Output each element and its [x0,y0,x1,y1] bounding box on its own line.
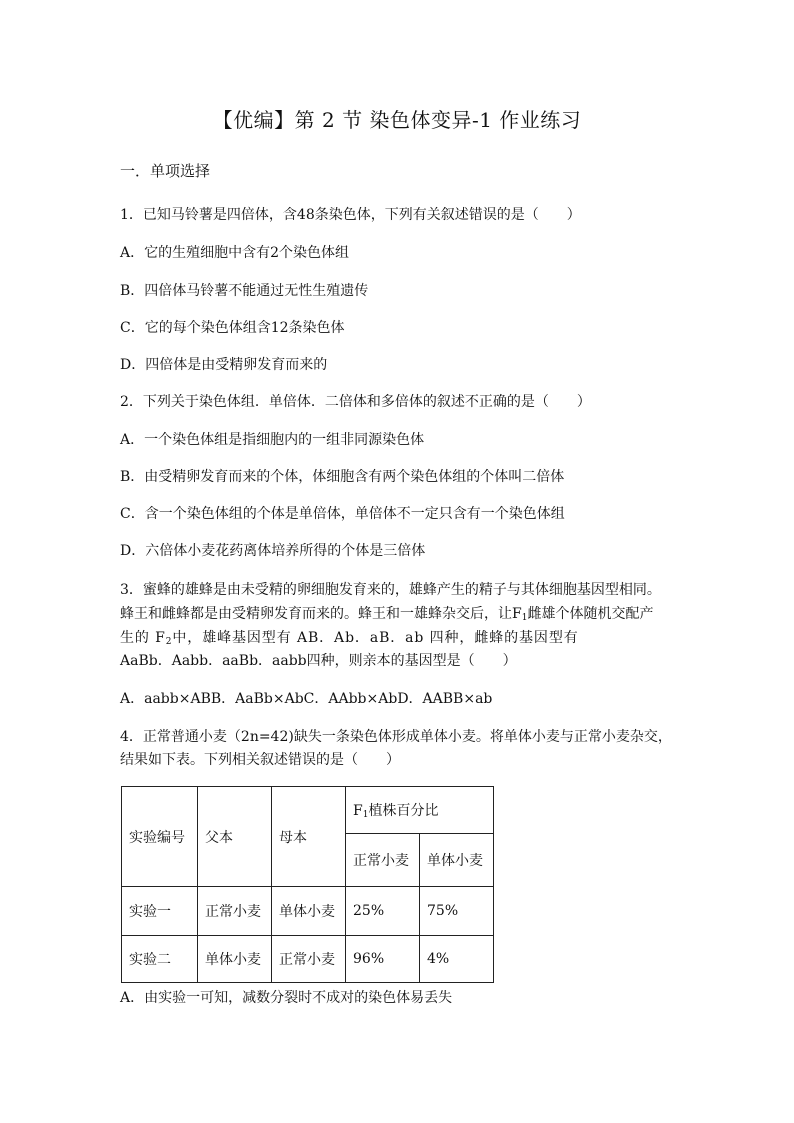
question-1-option-d: D．四倍体是由受精卵发育而来的 [120,357,328,373]
table-header-cell: 单体小麦 [420,834,494,887]
question-4-stem: 4．正常普通小麦（2n=42)缺失一条染色体形成单体小麦。将单体小麦与正常小麦杂交，结果如下表。下列相关叙述错误的是（ ） [120,729,672,768]
question-2-stem: 2．下列关于染色体组．单倍体．二倍体和多倍体的叙述不正确的是（ ） [120,394,591,410]
question-4-option-a: A．由实验一可知，减数分裂时不成对的染色体易丢失 [120,990,453,1006]
question-1-stem: 1．已知马铃薯是四倍体，含48条染色体，下列有关叙述错误的是（ ） [120,207,581,223]
subscript: 1 [521,613,528,623]
table-cell: 25% [346,887,420,936]
table-cell: 实验一 [122,887,198,936]
table-cell: 正常小麦 [198,887,272,936]
table-cell: 75% [420,887,494,936]
question-3-stem-line-3: 生的 $F_2$中，雄峰基因型有 AB．Ab．aB．ab 四种，雌蜂的基因型有 [120,630,579,647]
subscript: 1 [362,810,369,820]
table-cell: 96% [346,936,420,983]
table-cell: 实验二 [122,936,198,983]
table-row [122,936,494,983]
question-1-option-c: C．它的每个染色体组含12条染色体 [120,320,345,336]
table-cell: 4% [420,936,494,983]
table-cell: 单体小麦 [272,887,346,936]
question-3-stem-line-1: 3．蜜蜂的雄蜂是由未受精的卵细胞发育来的，雄蜂产生的精子与其体细胞基因型相同。 [120,582,661,598]
table-header-cell: $F_1$植株百分比 [346,787,494,834]
question-3-stem-line-2: 蜂王和雌蜂都是由受精卵发育而来的。蜂王和一雄蜂杂交后，让$F_1$雌雄个体随机交配产 [120,606,654,623]
question-1-option-a: A．它的生殖细胞中含有2个染色体组 [120,245,350,261]
table-cell: 正常小麦 [272,936,346,983]
section-heading: 一．单项选择 [120,162,211,180]
table-header-cell: 母本 [272,787,346,887]
table-header-cell: 实验编号 [122,787,198,887]
table-row [122,887,494,936]
table-cell: 单体小麦 [198,936,272,983]
question-2-option-b: B．由受精卵发育而来的个体，体细胞含有两个染色体组的个体叫二倍体 [120,469,565,485]
results-table [121,786,494,983]
subscript: 2 [165,637,173,647]
question-1-option-b: B．四倍体马铃薯不能通过无性生殖遗传 [120,283,369,299]
question-2-option-a: A．一个染色体组是指细胞内的一组非同源染色体 [120,432,425,448]
question-2-option-c: C．含一个染色体组的个体是单倍体，单倍体不一定只含有一个染色体组 [120,506,565,522]
page-title: 【优编】第 2 节 染色体变异-1 作业练习 [212,108,582,132]
table-header-cell: 父本 [198,787,272,887]
question-3-stem-line-4: AaBb．Aabb．aaBb．aabb四种，则亲本的基因型是（ ） [120,653,517,669]
question-3-option-a: A．aabb×ABB．AaBb×AbC．AAbb×AbD．AABB×ab [120,691,493,707]
question-2-option-d: D．六倍体小麦花药离体培养所得的个体是三倍体 [120,543,426,559]
table-header-cell: 正常小麦 [346,834,420,887]
